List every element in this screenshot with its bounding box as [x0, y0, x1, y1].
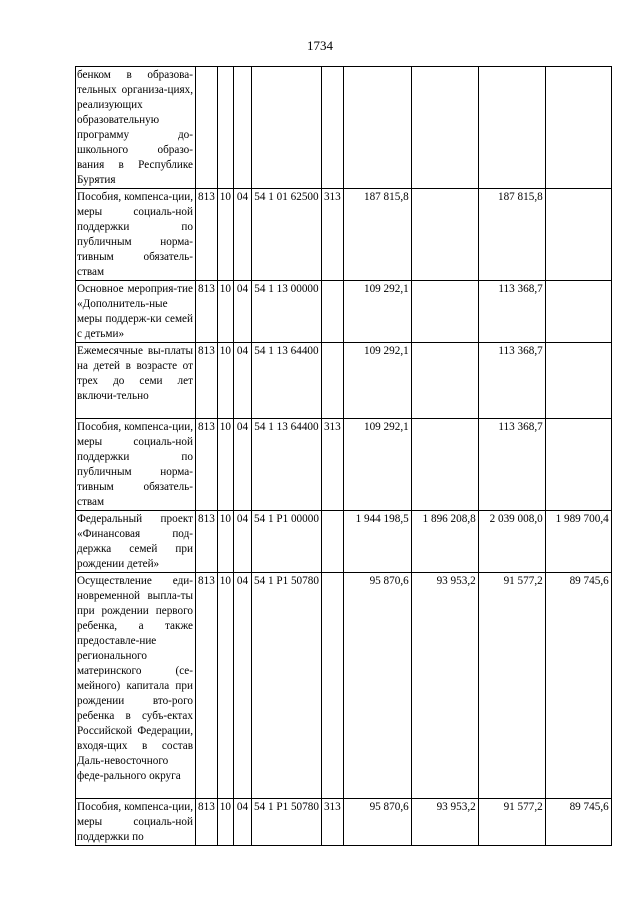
amount-3: 113 368,7 — [478, 419, 545, 511]
pr-code: 04 — [233, 573, 251, 799]
row-name: Пособия, компенса-ции, меры социаль-ной поддержки по публичным норма-тивным обязатель-ствам — [76, 419, 196, 511]
rz-code: 10 — [217, 573, 233, 799]
csr-code: 54 1 Р1 50780 — [251, 799, 321, 846]
amount-3: 91 577,2 — [478, 573, 545, 799]
vr-code — [321, 343, 343, 419]
gr-code: 813 — [196, 573, 218, 799]
vr-code: 313 — [321, 189, 343, 281]
rz-code: 10 — [217, 799, 233, 846]
rz-code: 10 — [217, 281, 233, 343]
amount-4 — [545, 419, 611, 511]
gr-code: 813 — [196, 799, 218, 846]
vr-code — [321, 573, 343, 799]
page-number: 1734 — [307, 38, 333, 53]
rz-code: 10 — [217, 511, 233, 573]
row-name: Ежемесячные вы-платы на детей в возрасте от трех до семи лет включи-тельно — [76, 343, 196, 419]
table-row — [76, 419, 612, 511]
amount-4 — [545, 343, 611, 419]
amount-1: 95 870,6 — [343, 573, 411, 799]
amount-4 — [545, 281, 611, 343]
csr-code: 54 1 13 64400 — [251, 419, 321, 511]
pr-code — [233, 67, 251, 189]
csr-code — [251, 67, 321, 189]
csr-code: 54 1 01 62500 — [251, 189, 321, 281]
pr-code: 04 — [233, 799, 251, 846]
pr-code: 04 — [233, 511, 251, 573]
rz-code: 10 — [217, 343, 233, 419]
vr-code — [321, 281, 343, 343]
pr-code: 04 — [233, 281, 251, 343]
row-name: Пособия, компенса-ции, меры социаль-ной поддержки по публичным норма-тивным обязатель-ствам — [76, 189, 196, 281]
row-name: бенком в образова-тельных организа-циях, реализующих образовательную программу до-школьного образо-вания в Республике Бурятия — [76, 67, 196, 189]
gr-code: 813 — [196, 419, 218, 511]
gr-code — [196, 67, 218, 189]
amount-2 — [411, 67, 478, 189]
amount-4 — [545, 189, 611, 281]
pr-code: 04 — [233, 419, 251, 511]
table-row — [76, 281, 612, 343]
csr-code: 54 1 Р1 00000 — [251, 511, 321, 573]
pr-code: 04 — [233, 343, 251, 419]
amount-2 — [411, 343, 478, 419]
csr-code: 54 1 13 64400 — [251, 343, 321, 419]
amount-3: 113 368,7 — [478, 281, 545, 343]
csr-code: 54 1 13 00000 — [251, 281, 321, 343]
amount-2 — [411, 189, 478, 281]
amount-4: 89 745,6 — [545, 573, 611, 799]
gr-code: 813 — [196, 281, 218, 343]
amount-3 — [478, 67, 545, 189]
amount-3: 91 577,2 — [478, 799, 545, 846]
amount-2 — [411, 281, 478, 343]
table-row — [76, 573, 612, 799]
amount-1: 109 292,1 — [343, 281, 411, 343]
row-name: Федеральный проект «Финансовая под-держка семей при рождении детей» — [76, 511, 196, 573]
amount-1 — [343, 67, 411, 189]
amount-4: 89 745,6 — [545, 799, 611, 846]
amount-1: 1 944 198,5 — [343, 511, 411, 573]
gr-code: 813 — [196, 511, 218, 573]
vr-code — [321, 511, 343, 573]
csr-code: 54 1 Р1 50780 — [251, 573, 321, 799]
amount-3: 113 368,7 — [478, 343, 545, 419]
amount-1: 187 815,8 — [343, 189, 411, 281]
amount-1: 109 292,1 — [343, 343, 411, 419]
amount-2 — [411, 419, 478, 511]
table-row — [76, 799, 612, 846]
row-name: Осуществление еди-новременной выпла-ты при рождении первого ребенка, а также предоставле-ние регионального материнского (се-мейного) капитала при рождении вто-рого ребенка в субъ-ектах Российской Федерации, входя-щих в состав Даль-невосточного феде-рального округа — [76, 573, 196, 799]
amount-2: 93 953,2 — [411, 799, 478, 846]
budget-table — [75, 66, 612, 846]
amount-1: 109 292,1 — [343, 419, 411, 511]
rz-code: 10 — [217, 189, 233, 281]
amount-1: 95 870,6 — [343, 799, 411, 846]
table-row — [76, 189, 612, 281]
amount-2: 1 896 208,8 — [411, 511, 478, 573]
vr-code: 313 — [321, 419, 343, 511]
amount-4 — [545, 67, 611, 189]
amount-3: 2 039 008,0 — [478, 511, 545, 573]
gr-code: 813 — [196, 189, 218, 281]
amount-4: 1 989 700,4 — [545, 511, 611, 573]
gr-code: 813 — [196, 343, 218, 419]
rz-code — [217, 67, 233, 189]
table-row — [76, 343, 612, 419]
row-name: Пособия, компенса-ции, меры социаль-ной поддержки по — [76, 799, 196, 846]
vr-code: 313 — [321, 799, 343, 846]
amount-3: 187 815,8 — [478, 189, 545, 281]
table-row — [76, 511, 612, 573]
table-row — [76, 67, 612, 189]
pr-code: 04 — [233, 189, 251, 281]
amount-2: 93 953,2 — [411, 573, 478, 799]
vr-code — [321, 67, 343, 189]
rz-code: 10 — [217, 419, 233, 511]
row-name: Основное мероприя-тие «Дополнитель-ные меры поддерж-ки семей с детьми» — [76, 281, 196, 343]
